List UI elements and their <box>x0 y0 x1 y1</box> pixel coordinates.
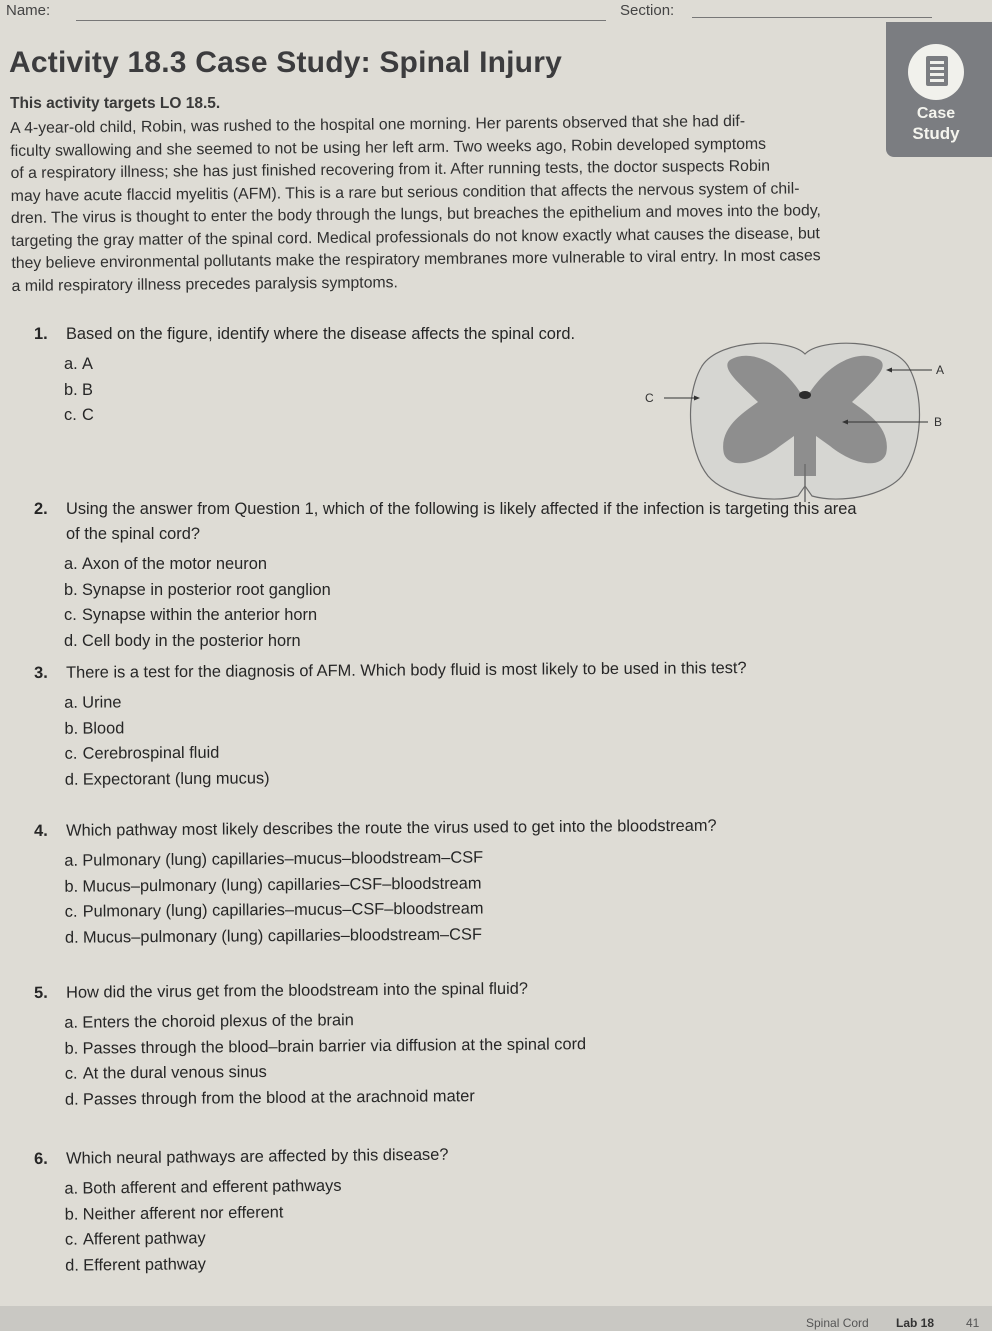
option-a: a. Pulmonary (lung) capillaries–mucus–bloodstream–CSF <box>64 848 484 870</box>
option-b: b. Mucus–pulmonary (lung) capillaries–CSF–bloodstream <box>64 873 482 896</box>
intro-line: of a respiratory illness; she has just finished recovering from it. After running tests, the doctor suspects Robin <box>10 157 771 182</box>
section-label: Section: <box>620 2 675 19</box>
name-blank-line <box>76 20 606 21</box>
option-b: b. Neither afferent nor efferent <box>64 1202 284 1224</box>
question-text: Which neural pathways are affected by this disease? <box>65 1145 449 1168</box>
option-c: c. C <box>64 406 94 424</box>
option-c: c. Pulmonary (lung) capillaries–mucus–CSF–bloodstream <box>64 899 484 921</box>
option-list <box>64 1173 449 1279</box>
name-label: Name: <box>6 2 51 19</box>
question-number: 3. <box>34 663 48 682</box>
option-a: a. Urine <box>64 693 122 712</box>
option-list <box>64 352 575 429</box>
option-b: b. Blood <box>64 718 125 738</box>
page-title: Activity 18.3 Case Study: Spinal Injury <box>9 46 562 79</box>
label-a: A <box>936 363 945 377</box>
intro-line: ficulty swallowing and she seemed to not be using her left arm. Two weeks ago, Robin developed symptoms <box>10 135 767 160</box>
option-d: d. Mucus–pulmonary (lung) capillaries–bloodstream–CSF <box>64 924 482 947</box>
option-d: d. Passes through from the blood at the arachnoid mater <box>64 1086 475 1109</box>
option-list <box>64 844 717 951</box>
document-icon <box>908 44 964 100</box>
case-intro-paragraph <box>10 109 942 298</box>
question-6 <box>34 1146 450 1279</box>
option-a: a. Axon of the motor neuron <box>64 555 267 573</box>
intro-line: dren. The virus is thought to enter the body through the lungs, but breaches the epithelium and moves into the body, <box>10 202 821 227</box>
question-text: Using the answer from Question 1, which of the following is likely affected if the infection is targeting this area <box>66 500 857 518</box>
option-b: b. B <box>64 380 93 399</box>
question-5 <box>34 979 587 1113</box>
spinal-cord-cross-section-figure <box>640 336 970 506</box>
label-b: B <box>934 415 943 429</box>
footer-section: Spinal Cord <box>806 1316 869 1330</box>
option-c: c. Afferent pathway <box>64 1229 206 1249</box>
option-list <box>64 1006 586 1113</box>
label-c: C <box>645 391 654 405</box>
option-d: d. Cell body in the posterior horn <box>64 631 301 650</box>
intro-line: they believe environmental pollutants make the respiratory membranes more vulnerable to viral entry. In most cases <box>11 247 821 272</box>
question-text: There is a test for the diagnosis of AFM. Which body fluid is most likely to be used in this test? <box>65 659 747 682</box>
question-number: 2. <box>34 500 48 518</box>
option-list <box>64 686 747 793</box>
question-2 <box>34 500 857 654</box>
option-a: a. Both afferent and efferent pathways <box>64 1176 342 1198</box>
option-c: c. At the dural venous sinus <box>64 1062 267 1083</box>
question-text: How did the virus get from the bloodstream into the spinal fluid? <box>65 979 529 1002</box>
option-d: d. Expectorant (lung mucus) <box>64 768 270 789</box>
option-a: a. Enters the choroid plexus of the brain <box>64 1011 354 1032</box>
intro-line: targeting the gray matter of the spinal cord. Medical professionals do not know exactly what causes the disease, but <box>11 224 820 250</box>
footer-lab: Lab 18 <box>896 1316 935 1330</box>
question-number: 4. <box>34 821 48 840</box>
option-d: d. Efferent pathway <box>65 1254 207 1275</box>
badge-line2: Study <box>912 124 960 143</box>
intro-line: a mild respiratory illness precedes paralysis symptoms. <box>11 273 398 295</box>
question-number: 1. <box>34 325 48 343</box>
question-number: 5. <box>34 983 48 1002</box>
question-text-continued: of the spinal cord? <box>66 525 200 543</box>
option-c: c. Cerebrospinal fluid <box>64 743 220 763</box>
option-b: b. Synapse in posterior root ganglion <box>64 580 331 599</box>
badge-line1: Case <box>916 105 956 122</box>
question-4 <box>34 817 717 951</box>
intro-line: may have acute flaccid myelitis (AFM). This is a rare but serious condition that affects the nervous system of chil- <box>10 179 800 205</box>
option-b: b. Passes through the blood–brain barrier via diffusion at the spinal cord <box>64 1034 587 1058</box>
question-3 <box>34 659 747 793</box>
intro-line: A 4-year-old child, Robin, was rushed to the hospital one morning. Her parents observed that she had dif- <box>10 112 746 137</box>
option-list <box>64 552 857 654</box>
question-number: 6. <box>34 1149 48 1168</box>
question-1 <box>34 325 575 429</box>
section-blank-line <box>692 17 932 18</box>
option-a: a. A <box>64 355 93 373</box>
learning-objective: This activity targets LO 18.5. <box>10 95 221 112</box>
central-canal <box>799 391 811 399</box>
option-c: c. Synapse within the anterior horn <box>64 606 318 624</box>
question-text: Based on the figure, identify where the disease affects the spinal cord. <box>66 325 576 343</box>
page-number: 41 <box>966 1316 980 1330</box>
question-text: Which pathway most likely describes the route the virus used to get into the bloodstream? <box>65 816 717 840</box>
